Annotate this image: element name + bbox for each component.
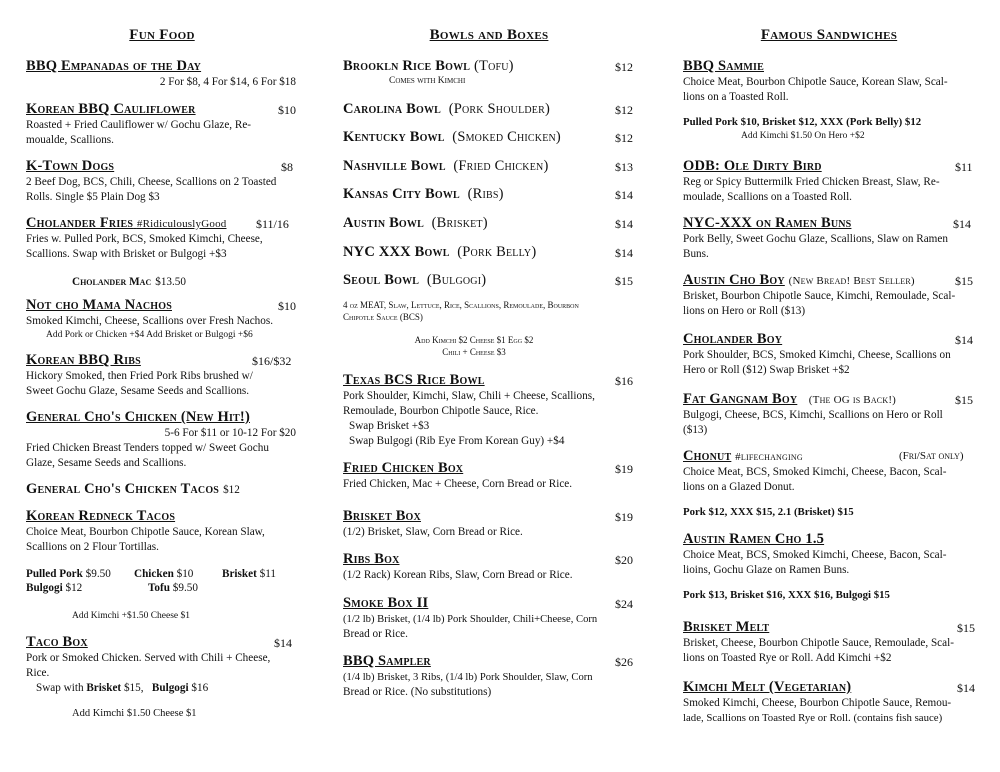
item-name: Seoul Bowl (Bulgogi)	[343, 272, 487, 288]
item-note: (New Bread! Best Seller)	[788, 275, 915, 287]
bowl-addon: Chili + Cheese $3	[442, 347, 506, 357]
item-name: Brookln Rice Bowl (Tofu)	[343, 58, 514, 74]
menu-item	[26, 215, 298, 262]
item-name: Kimchi Melt (Vegetarian)	[683, 679, 852, 695]
section-title: Bowls and Boxes	[429, 27, 549, 43]
menu-item	[26, 409, 298, 471]
menu-item	[26, 297, 298, 342]
menu-item	[343, 460, 635, 492]
item-addon: Add Kimchi $1.50 On Hero +$2	[741, 131, 865, 141]
item-description: Scallions on 2 Flour Tortillas.	[26, 541, 159, 553]
item-description: lade, Scallions on Toasted Rye or Roll. (contains fish sauce)	[683, 712, 943, 724]
item-description: Remoulade, Bourbon Chipotle Sauce, Rice.	[343, 405, 539, 417]
item-description: 2 For $8, 4 For $14, 6 For $18	[159, 76, 296, 88]
item-description: Pork Shoulder, Kimchi, Slaw, Chili + Cheese, Scallions,	[343, 390, 595, 402]
item-name: Austin Bowl (Brisket)	[343, 215, 488, 231]
item-price: $15	[955, 393, 973, 407]
item-description: Glaze, Sesame Seeds and Scallions.	[26, 457, 187, 469]
item-name: Taco Box	[26, 634, 88, 650]
menu-item	[343, 272, 635, 289]
item-description: (1/2 Rack) Korean Ribs, Slaw, Corn Bread or Rice.	[343, 569, 573, 581]
menu-item	[26, 634, 298, 721]
item-description: Sweet Gochu Glaze, Sesame Seeds and Scallions.	[26, 385, 250, 397]
bowl-description: 4 oz MEAT, Slaw, Lettuce, Rice, Scallions, Remoulade, Bourbon	[343, 300, 579, 310]
item-description: lions on a Glazed Donut.	[683, 481, 795, 493]
item-name: Fried Chicken Box	[343, 460, 464, 476]
item-name: Kansas City Bowl (Ribs)	[343, 186, 504, 202]
item-price: $16/$32	[252, 354, 292, 368]
item-price: $14	[615, 217, 633, 231]
item-description: lions on Toasted Rye or Roll. Add Kimchi +$2	[683, 652, 892, 664]
item-description: Buns.	[683, 248, 709, 260]
item-addon: Add Kimchi +$1.50 Cheese $1	[72, 611, 191, 621]
menu-item	[683, 158, 975, 205]
item-price: $15	[955, 274, 973, 288]
item-name: Smoke Box II	[343, 595, 429, 611]
item-name: Brisket Melt	[683, 619, 770, 635]
item-name: Cholander Fries #RidiculouslyGood	[26, 215, 227, 231]
item-price: $12	[615, 60, 633, 74]
item-description: moualde, Scallions.	[26, 134, 114, 146]
item-note: (Fri/Sat only)	[899, 450, 964, 462]
item-price: $14	[274, 636, 292, 650]
menu-item	[26, 101, 298, 148]
item-description: (1/2 lb) Brisket, (1/4 lb) Pork Shoulder, Chili+Cheese, Corn	[343, 614, 598, 625]
item-description: Pork or Smoked Chicken. Served with Chili + Cheese,	[26, 652, 271, 664]
item-description: ($13)	[683, 424, 708, 436]
menu-item	[683, 215, 975, 262]
item-description: Swap Brisket +$3	[349, 420, 430, 432]
menu-item	[343, 244, 635, 261]
bowl-addon: Add Kimchi $2 Cheese $1 Egg $2	[414, 335, 534, 345]
item-price: $14	[955, 333, 973, 347]
menu-item	[343, 372, 635, 449]
item-name: General Cho's Chicken (New Hit!)	[26, 409, 250, 425]
item-name: Ribs Box	[343, 551, 400, 567]
item-addon: Add Kimchi $1.50 Cheese $1	[72, 708, 197, 719]
menu-item	[683, 531, 975, 603]
item-price: $14	[953, 217, 971, 231]
item-name: Korean BBQ Ribs	[26, 352, 141, 368]
menu-item	[683, 679, 975, 726]
menu-item	[26, 58, 298, 90]
menu-item	[343, 158, 635, 175]
item-name: Fat Gangnam Boy (The OG is Back!)	[683, 391, 897, 407]
bowl-note	[343, 299, 635, 358]
item-name: Carolina Bowl (Pork Shoulder)	[343, 101, 551, 117]
menu-item	[343, 186, 635, 203]
section-title: Famous Sandwiches	[760, 27, 898, 43]
item-price: $11	[955, 160, 973, 174]
menu-item	[26, 480, 298, 498]
item-name: K-Town Dogs	[26, 158, 115, 174]
column-fun-food	[26, 0, 298, 772]
item-price: $16	[615, 374, 633, 388]
item-subtitle: Comes with Kimchi	[389, 76, 466, 86]
item-price: $15	[957, 621, 975, 635]
item-price: $20	[615, 553, 633, 567]
item-description: (1/2) Brisket, Slaw, Corn Bread or Rice.	[343, 526, 523, 538]
menu-item	[343, 101, 635, 118]
item-name: Brisket Box	[343, 508, 421, 524]
item-tag: #RidiculouslyGood	[136, 218, 227, 230]
menu-item	[683, 331, 975, 378]
menu-item	[26, 352, 298, 399]
item-note: (The OG is Back!)	[808, 394, 897, 406]
menu-item	[343, 58, 635, 88]
item-name: NYC XXX Bowl (Pork Belly)	[343, 244, 537, 260]
item-name: General Cho's Chicken Tacos	[26, 481, 220, 497]
item-price: $19	[615, 462, 633, 476]
item-name: Nashville Bowl (Fried Chicken)	[343, 158, 549, 174]
menu-item	[26, 158, 298, 205]
item-price: $13	[615, 160, 633, 174]
item-name: Korean Redneck Tacos	[26, 508, 176, 524]
item-description: Scallions. Swap with Brisket or Bulgogi +$3	[26, 248, 227, 260]
item-tag: #lifechanging	[735, 451, 803, 463]
item-name: Not cho Mama Nachos	[26, 297, 172, 313]
item-description: 5-6 For $11 or 10-12 For $20	[164, 427, 296, 439]
item-price: $15	[615, 274, 633, 288]
item-description: lions on Hero or Roll ($13)	[683, 305, 806, 317]
item-price: $14	[615, 246, 633, 260]
item-description: Choice Meat, Bourbon Chipotle Sauce, Korean Slaw,	[26, 526, 265, 538]
item-name: Korean BBQ Cauliflower	[26, 101, 196, 117]
item-price: $11/16	[256, 217, 289, 231]
item-description: Fried Chicken Breast Tenders topped w/ Sweet Gochu	[26, 442, 269, 454]
item-name: BBQ Sampler	[343, 653, 431, 669]
item-price: $10	[278, 103, 296, 117]
item-name: Texas BCS Rice Bowl	[343, 372, 485, 388]
section-title: Fun Food	[129, 27, 195, 43]
menu-item	[683, 619, 975, 666]
item-description: Bread or Rice. (No substitutions)	[343, 686, 492, 698]
item-description: lioins, Gochu Glaze on Ramen Buns.	[683, 564, 850, 576]
item-price: $19	[615, 510, 633, 524]
item-description: Rice.	[26, 667, 50, 679]
item-name: Cholander Mac	[72, 276, 152, 288]
item-price: $26	[615, 655, 633, 669]
item-price: $13.50	[155, 276, 186, 288]
item-description: Smoked Kimchi, Cheese, Scallions over Fresh Nachos.	[26, 315, 274, 327]
item-name: Austin Cho Boy (New Bread! Best Seller)	[683, 272, 915, 288]
item-name: NYC-XXX on Ramen Buns	[683, 215, 852, 231]
item-name: ODB: Ole Dirty Bird	[683, 158, 822, 174]
item-description: (1/4 lb) Brisket, 3 Ribs, (1/4 lb) Pork Shoulder, Slaw, Corn	[343, 672, 593, 683]
menu-item	[26, 508, 298, 623]
item-description: lions on a Toasted Roll.	[683, 91, 789, 103]
item-addon: Add Pork or Chicken +$4 Add Brisket or Bulgogi +$6	[46, 330, 253, 340]
item-price: $14	[957, 681, 975, 695]
item-options: Pork $13, Brisket $16, XXX $16, Bulgogi $15	[683, 589, 890, 601]
item-description: Roasted + Fried Cauliflower w/ Gochu Glaze, Re-	[26, 119, 252, 131]
item-price: $10	[278, 299, 296, 313]
item-description: Pork Shoulder, BCS, Smoked Kimchi, Cheese, Scallions on	[683, 349, 951, 361]
column-famous-sandwiches	[683, 0, 975, 772]
item-description: Choice Meat, BCS, Smoked Kimchi, Cheese, Bacon, Scal-	[683, 466, 947, 478]
item-description: Fries w. Pulled Pork, BCS, Smoked Kimchi, Cheese,	[26, 233, 263, 245]
item-price: $12	[615, 103, 633, 117]
item-description: Choice Meat, Bourbon Chipotle Sauce, Korean Slaw, Scal-	[683, 76, 948, 88]
item-description: Hero or Roll ($12) Swap Brisket +$2	[683, 364, 850, 376]
item-name: BBQ Sammie	[683, 58, 764, 74]
menu-item	[72, 272, 344, 290]
menu-item	[683, 391, 975, 438]
item-name: Chonut #lifechanging	[683, 448, 803, 464]
menu-item	[683, 272, 975, 319]
item-price: $12	[223, 484, 240, 496]
item-description: Rolls. Single $5 Plain Dog $3	[26, 191, 160, 203]
item-description: 2 Beef Dog, BCS, Chili, Cheese, Scallions on 2 Toasted	[26, 176, 277, 188]
item-options: Pork $12, XXX $15, 2.1 (Brisket) $15	[683, 506, 854, 518]
item-description: Bread or Rice.	[343, 628, 408, 640]
menu-item	[343, 653, 635, 700]
menu-item	[683, 448, 975, 520]
item-name: Austin Ramen Cho 1.5	[683, 531, 825, 547]
item-swap: Swap with Brisket $15, Bulgogi $16	[36, 682, 209, 694]
item-description: Bulgogi, Cheese, BCS, Kimchi, Scallions on Hero or Roll	[683, 409, 943, 421]
item-options: Pulled Pork $9.50 Chicken $10 Brisket $11 Bulgogi $12 Tofu $9.50	[26, 568, 276, 594]
item-description: Swap Bulgogi (Rib Eye From Korean Guy) +$4	[349, 435, 565, 447]
item-description: Reg or Spicy Buttermilk Fried Chicken Breast, Slaw, Re-	[683, 176, 940, 188]
item-description: Fried Chicken, Mac + Cheese, Corn Bread or Rice.	[343, 478, 573, 490]
bowl-description: Chipotle Sauce (BCS)	[343, 312, 423, 322]
item-name: BBQ Empanadas of the Day	[26, 58, 202, 74]
item-description: Hickory Smoked, then Fried Pork Ribs brushed w/	[26, 370, 253, 382]
item-price: $8	[281, 160, 293, 174]
menu-item	[343, 215, 635, 232]
item-description: Pork Belly, Sweet Gochu Glaze, Scallions, Slaw on Ramen	[683, 233, 948, 245]
item-description: Choice Meat, BCS, Smoked Kimchi, Cheese, Bacon, Scal-	[683, 549, 947, 561]
item-description: Smoked Kimchi, Cheese, Bourbon Chipotle Sauce, Remou-	[683, 697, 952, 709]
menu-item	[343, 595, 635, 642]
item-price: $12	[615, 131, 633, 145]
column-bowls-boxes	[343, 0, 635, 772]
item-description: Brisket, Bourbon Chipotle Sauce, Kimchi, Remoulade, Scal-	[683, 290, 956, 302]
item-price: $14	[615, 188, 633, 202]
menu-item	[343, 551, 635, 583]
menu-item	[683, 58, 975, 143]
item-options: Pulled Pork $10, Brisket $12, XXX (Pork Belly) $12	[683, 116, 922, 128]
item-price: $24	[615, 597, 633, 611]
menu-item	[343, 508, 635, 540]
item-name: Cholander Boy	[683, 331, 783, 347]
menu-item	[343, 129, 635, 146]
item-name: Kentucky Bowl (Smoked Chicken)	[343, 129, 561, 145]
item-description: moulade, Scallions on a Toasted Roll.	[683, 191, 852, 203]
item-description: Brisket, Cheese, Bourbon Chipotle Sauce, Remoulade, Scal-	[683, 637, 954, 649]
